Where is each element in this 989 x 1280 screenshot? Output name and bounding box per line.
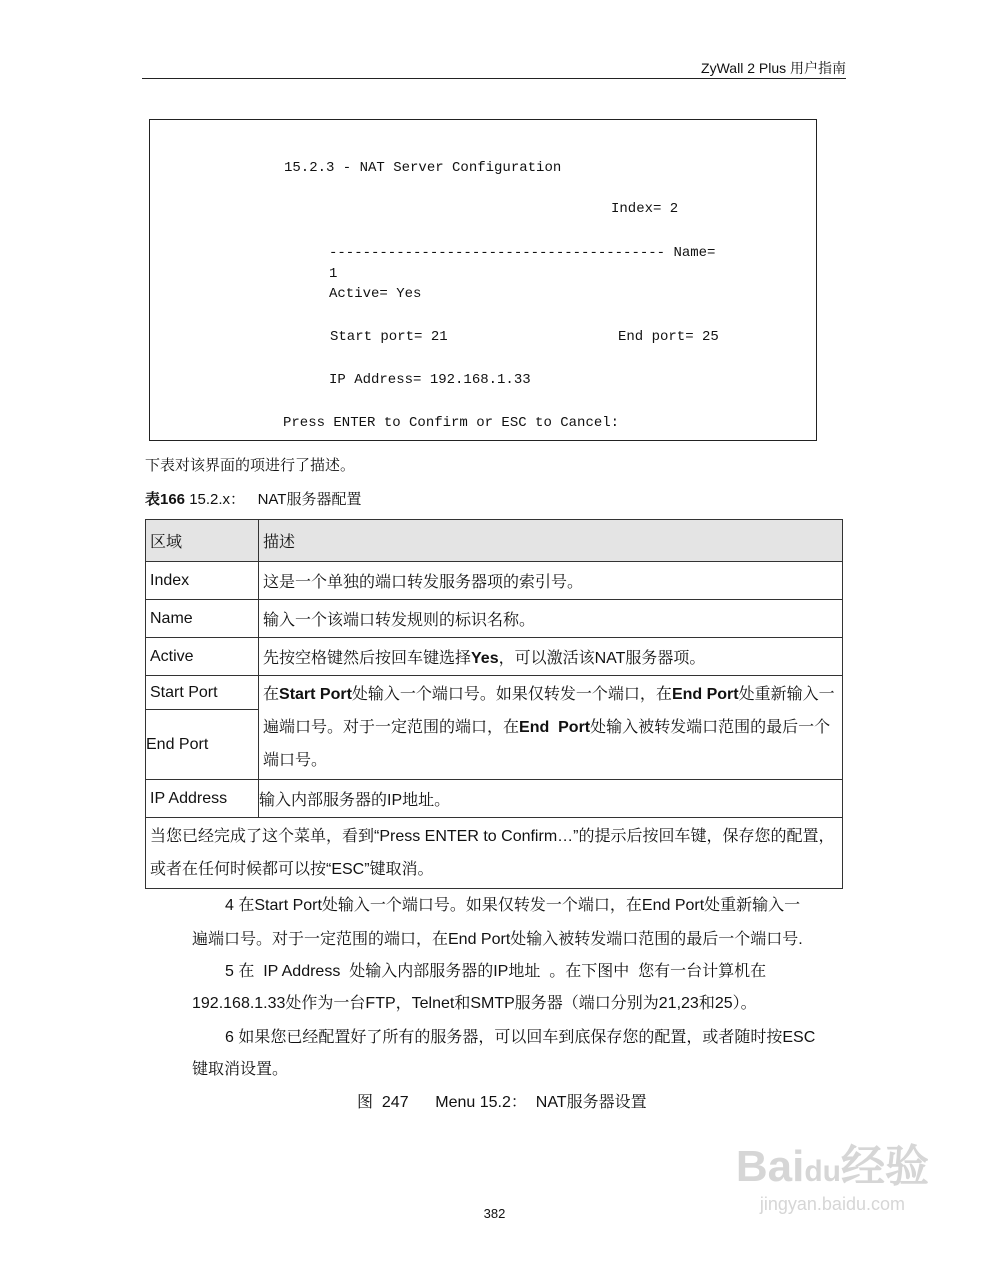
field-name: Index (146, 562, 259, 600)
step-6-line1: 6 如果您已经配置好了所有的服务器，可以回车到底保存您的配置，或者随时按ESC (225, 1029, 816, 1046)
desc-text: ，可以激活该NAT服务器项。 (498, 650, 706, 667)
field-description: 这是一个单独的端口转发服务器项的索引号。 (259, 562, 843, 600)
terminal-title: 15.2.3 - NAT Server Configuration (284, 160, 562, 176)
table-row (146, 600, 843, 638)
desc-bold: End Port (519, 719, 591, 736)
terminal-screen (149, 119, 817, 441)
desc-bold: Start Port (279, 686, 352, 703)
desc-text: 处输入被转发端口范围的最后一个端口号。 (263, 719, 831, 769)
header-description: 描述 (259, 520, 843, 562)
figure-caption: 图 247 Menu 15.2： NAT服务器设置 (357, 1094, 647, 1111)
desc-text: 先按空格键然后按回车键选择 (263, 650, 472, 667)
field-description: 输入一个该端口转发规则的标识名称。 (259, 600, 843, 638)
terminal-prompt: Press ENTER to Confirm or ESC to Cancel: (283, 415, 620, 431)
step-4-line1: 4 在Start Port处输入一个端口号。如果仅转发一个端口，在End Port处重新输入一 (225, 897, 801, 914)
step-5-line2: 192.168.1.33处作为一台FTP，Telnet和SMTP服务器（端口分别为21,23和25）。 (192, 995, 757, 1012)
table-title: 15.2.x： NAT服务器配置 (185, 491, 362, 508)
field-name: End Port (146, 710, 259, 780)
running-header: ZyWall 2 Plus 用户指南 (701, 60, 846, 76)
table-row (146, 562, 843, 600)
field-table (145, 519, 843, 889)
terminal-end-port: End port= 25 (618, 329, 719, 345)
baidu-watermark-logo: Baidu经验 jingyan.baidu.com (735, 1142, 929, 1214)
table-header-row (146, 520, 843, 562)
terminal-index: Index= 2 (611, 201, 679, 217)
page-number: 382 (483, 1206, 506, 1221)
desc-text: 处输入一个端口号。如果仅转发一个端口，在 (351, 686, 672, 703)
table-note-row (146, 818, 843, 889)
step-4-line2: 遍端口号。对于一定范围的端口，在End Port处输入被转发端口范围的最后一个端口号. (192, 931, 803, 948)
table-number: 表166 (145, 491, 186, 508)
desc-text: 处重新输入一遍端口号。对于一定范围的端口，在 (263, 686, 835, 736)
terminal-name-value: 1 (329, 266, 338, 282)
intro-text: 下表对该界面的项进行了描述。 (145, 457, 356, 474)
table-caption (145, 488, 361, 509)
field-name: Start Port (146, 676, 259, 710)
desc-bold: End Port (671, 686, 739, 703)
desc-text: 在 (263, 686, 280, 703)
terminal-ip: IP Address= 192.168.1.33 (329, 372, 531, 388)
table-row (146, 676, 843, 710)
field-description (259, 638, 843, 676)
field-name: IP Address (146, 780, 259, 818)
table-row (146, 638, 843, 676)
step-6-line2: 键取消设置。 (192, 1061, 289, 1078)
field-name: Active (146, 638, 259, 676)
terminal-dashes-name: ---------------------------------------- Name= (329, 245, 716, 261)
field-description: 输入内部服务器的IP地址。 (259, 780, 843, 818)
header-field: 区域 (146, 520, 259, 562)
terminal-active: Active= Yes (329, 286, 422, 302)
terminal-start-port: Start port= 21 (330, 329, 448, 345)
header-rule (142, 78, 846, 79)
field-description (259, 676, 843, 780)
desc-bold: Yes (471, 650, 499, 667)
step-5-line1: 5 在 IP Address 处输入内部服务器的IP地址 。在下图中 您有一台计算机在 (225, 963, 767, 980)
table-note: 当您已经完成了这个菜单，看到“Press ENTER to Confirm…”的提示后按回车键，保存您的配置，或者在任何时候都可以按“ESC”键取消。 (146, 818, 843, 889)
table-row (146, 780, 843, 818)
field-name: Name (146, 600, 259, 638)
